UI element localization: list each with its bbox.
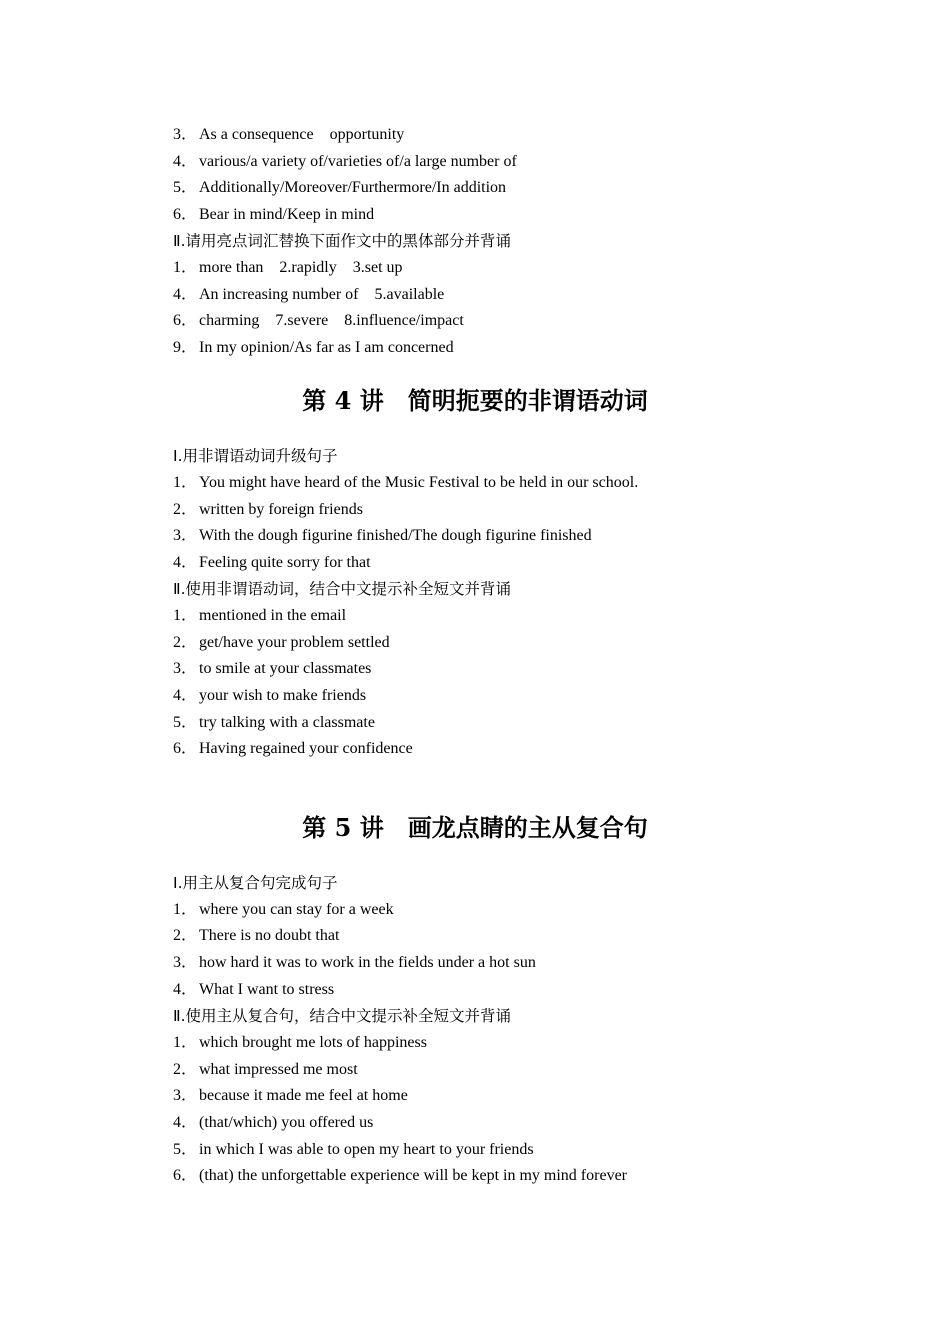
section-heading: Ⅰ.用非谓语动词升级句子 bbox=[173, 447, 338, 465]
list-item: 1． which brought me lots of happiness bbox=[173, 1034, 427, 1051]
list-item: 3． how hard it was to work in the fields under a hot sun bbox=[173, 954, 536, 971]
list-item: 9． In my opinion/As far as I am concerned bbox=[173, 339, 454, 356]
list-item: 6． (that) the unforgettable experience will be kept in my mind forever bbox=[173, 1167, 627, 1184]
section-heading: Ⅱ.请用亮点词汇替换下面作文中的黑体部分并背诵 bbox=[173, 232, 512, 250]
list-item: 1． You might have heard of the Music Festival to be held in our school. bbox=[173, 474, 639, 491]
list-item: 4． various/a variety of/varieties of/a large number of bbox=[173, 153, 517, 170]
list-item: 4． your wish to make friends bbox=[173, 687, 367, 704]
list-item: 5． Additionally/Moreover/Furthermore/In addition bbox=[173, 179, 507, 196]
list-item: 1． mentioned in the email bbox=[173, 607, 347, 624]
list-item: 3． With the dough figurine finished/The dough figurine finished bbox=[173, 527, 592, 544]
list-item: 6． Bear in mind/Keep in mind bbox=[173, 206, 375, 223]
list-item: 1． more than 2.rapidly 3.set up bbox=[173, 259, 403, 276]
lesson-title: 第 5 讲 画龙点睛的主从复合句 bbox=[302, 813, 648, 842]
list-item: 2． written by foreign friends bbox=[173, 501, 363, 518]
lesson-title: 第 4 讲 简明扼要的非谓语动词 bbox=[302, 386, 648, 415]
list-item: 3． As a consequence opportunity bbox=[173, 126, 405, 143]
list-item: 6． charming 7.severe 8.influence/impact bbox=[173, 312, 464, 329]
list-item: 4． What I want to stress bbox=[173, 981, 335, 998]
list-item: 5． try talking with a classmate bbox=[173, 714, 375, 731]
list-item: 2． what impressed me most bbox=[173, 1061, 358, 1078]
list-item: 5． in which I was able to open my heart to your friends bbox=[173, 1141, 534, 1158]
list-item: 2． get/have your problem settled bbox=[173, 634, 390, 651]
list-item: 4． Feeling quite sorry for that bbox=[173, 554, 371, 571]
list-item: 6． Having regained your confidence bbox=[173, 740, 413, 757]
list-item: 4． An increasing number of 5.available bbox=[173, 286, 445, 303]
section-heading: Ⅱ.使用非谓语动词，结合中文提示补全短文并背诵 bbox=[173, 580, 512, 598]
list-item: 2． There is no doubt that bbox=[173, 927, 340, 944]
list-item: 1． where you can stay for a week bbox=[173, 901, 394, 918]
list-item: 4． (that/which) you offered us bbox=[173, 1114, 374, 1131]
list-item: 3． because it made me feel at home bbox=[173, 1087, 408, 1104]
list-item: 3． to smile at your classmates bbox=[173, 660, 372, 677]
section-heading: Ⅰ.用主从复合句完成句子 bbox=[173, 874, 338, 892]
section-heading: Ⅱ.使用主从复合句，结合中文提示补全短文并背诵 bbox=[173, 1007, 512, 1025]
